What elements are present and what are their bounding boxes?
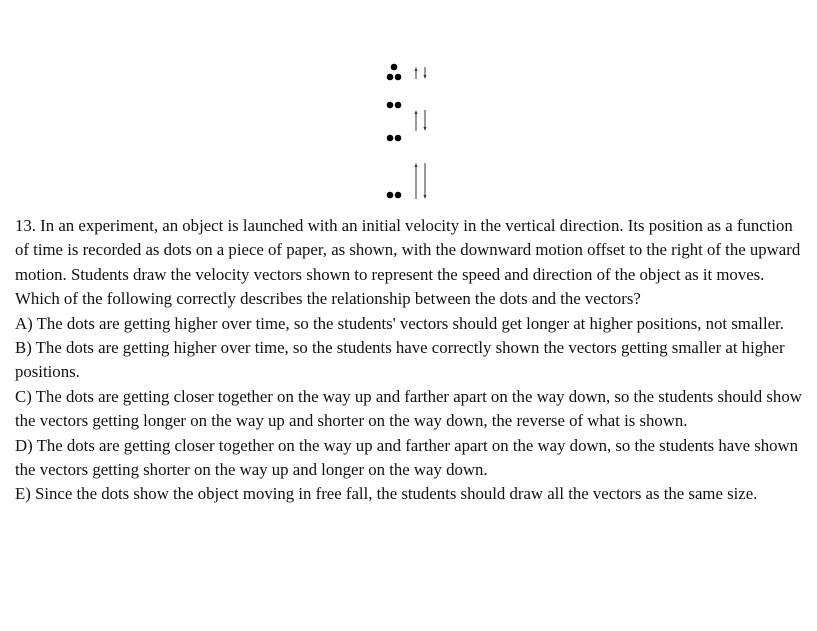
- vector-down-medium: [424, 110, 427, 131]
- option-d: D) The dots are getting closer together on the way up and farther apart on the way down, so the students have shown the vectors getting shorter on the way up and longer on the way down.: [15, 435, 799, 480]
- dot-up-1: [387, 192, 394, 199]
- question-stem: 13. In an experiment, an object is launched with an initial velocity in the vertical direction. Its position as a function of time is recorded as dots on a piece of paper, as shown, with the downward motion offset to the right of the upward motion. Students draw the velocity vectors shown to represent the speed and direction of the object as it moves. Which of the following correctly describes the relationship between the dots and the vectors?: [15, 216, 801, 309]
- question-block: [15, 214, 805, 507]
- vector-up-long: [415, 163, 418, 199]
- motion-diagram: [375, 58, 435, 204]
- dot-down-2: [395, 102, 402, 109]
- option-a: A) The dots are getting higher over time, so the students' vectors should get longer at higher positions, not smaller.: [15, 313, 784, 333]
- dot-down-3: [395, 135, 402, 142]
- dot-up-3: [387, 102, 394, 109]
- vector-up-short: [415, 67, 418, 79]
- option-b: B) The dots are getting higher over time, so the students have correctly shown the vectors getting smaller at higher positions.: [15, 338, 785, 382]
- dot-down-1: [395, 74, 402, 81]
- option-c: C) The dots are getting closer together on the way up and farther apart on the way down, so the students should show the vectors getting longer on the way up and shorter on the way down, the reverse of what is shown.: [15, 386, 802, 431]
- vector-up-medium: [415, 110, 418, 131]
- dot-up-2: [387, 135, 394, 142]
- option-e: E) Since the dots show the object moving in free fall, the students should draw all the vectors as the same size.: [15, 484, 758, 504]
- dot-apex: [391, 64, 398, 71]
- vector-down-long: [424, 163, 427, 199]
- dot-down-4: [395, 192, 402, 199]
- dot-up-4: [387, 74, 394, 81]
- vector-down-short: [424, 67, 427, 79]
